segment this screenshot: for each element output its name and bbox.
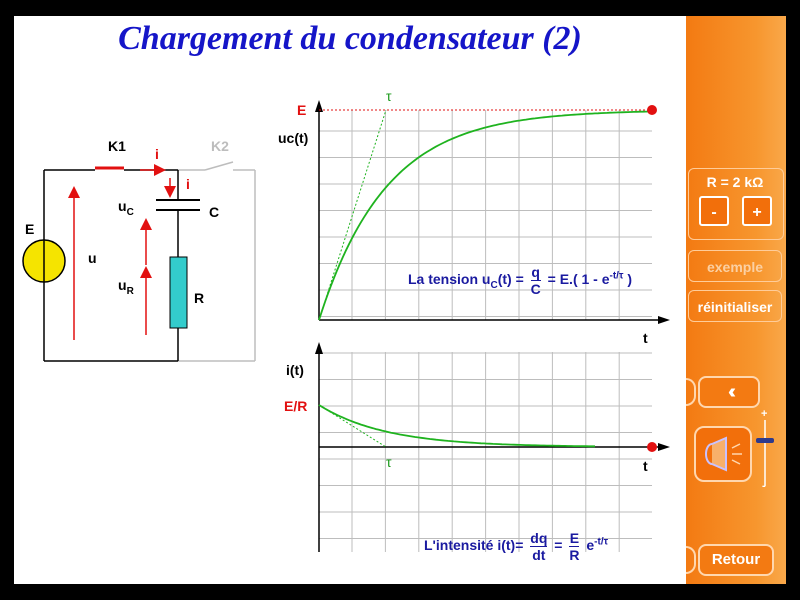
uc-label: $u_C$: [118, 198, 134, 218]
reset-button[interactable]: réinitialiser: [688, 290, 782, 322]
uc-axis-label: uc(t): [278, 130, 309, 146]
retour-button[interactable]: Retour: [698, 544, 774, 576]
voltage-formula: La tension $u_C(t)$ = $\frac{q}{C}$ = E.( $1 - e^{-t/\tau}$ ): [408, 264, 632, 297]
resistor-label: R: [194, 290, 205, 306]
current-curve: [319, 405, 595, 446]
current-label-mid: i: [186, 176, 190, 192]
current-formula: L'intensité i(t)= $\frac{dq}{dt}$ = $\frac{E}{R}$ $e^{-t/\tau}$: [424, 530, 609, 563]
switch-k1-label: K1: [108, 138, 126, 154]
speaker-icon: [696, 428, 750, 480]
circuit-diagram: [23, 162, 255, 361]
source-label: E: [25, 221, 35, 237]
t-axis-label-bottom: t: [643, 458, 648, 474]
decrease-resistance-button[interactable]: -: [699, 196, 729, 226]
ur-label: $u_R$: [118, 277, 134, 297]
increase-resistance-button[interactable]: +: [742, 196, 772, 226]
i-axis-label: i(t): [286, 362, 304, 378]
ER-label: E/R: [284, 398, 308, 414]
tau-label-top: τ: [386, 88, 392, 104]
speaker-button[interactable]: [694, 426, 752, 482]
switch-k2-label: K2: [211, 138, 229, 154]
switch-k2: [205, 162, 233, 170]
current-label-top: i: [155, 146, 159, 162]
back-arrows-button[interactable]: ‹‹‹: [698, 376, 760, 408]
u-label: u: [88, 250, 97, 266]
tau-label-bottom: τ: [386, 454, 392, 470]
endpoint-bottom: [647, 442, 657, 452]
capacitor-label: C: [209, 204, 220, 220]
current-graph: [315, 342, 670, 552]
volume-slider[interactable]: [756, 420, 774, 486]
volume-handle: [756, 438, 774, 443]
resistance-value: R = 2 kΩ: [706, 174, 764, 190]
E-label: E: [297, 102, 307, 118]
resistor: [170, 257, 187, 328]
volume-plus-icon: +: [761, 408, 768, 420]
t-axis-label-top: t: [643, 330, 648, 346]
exemple-button[interactable]: exemple: [688, 250, 782, 282]
page-title: Chargement du condensateur (2): [118, 20, 582, 57]
endpoint-top: [647, 105, 657, 115]
volume-minus-icon: -: [762, 480, 766, 492]
